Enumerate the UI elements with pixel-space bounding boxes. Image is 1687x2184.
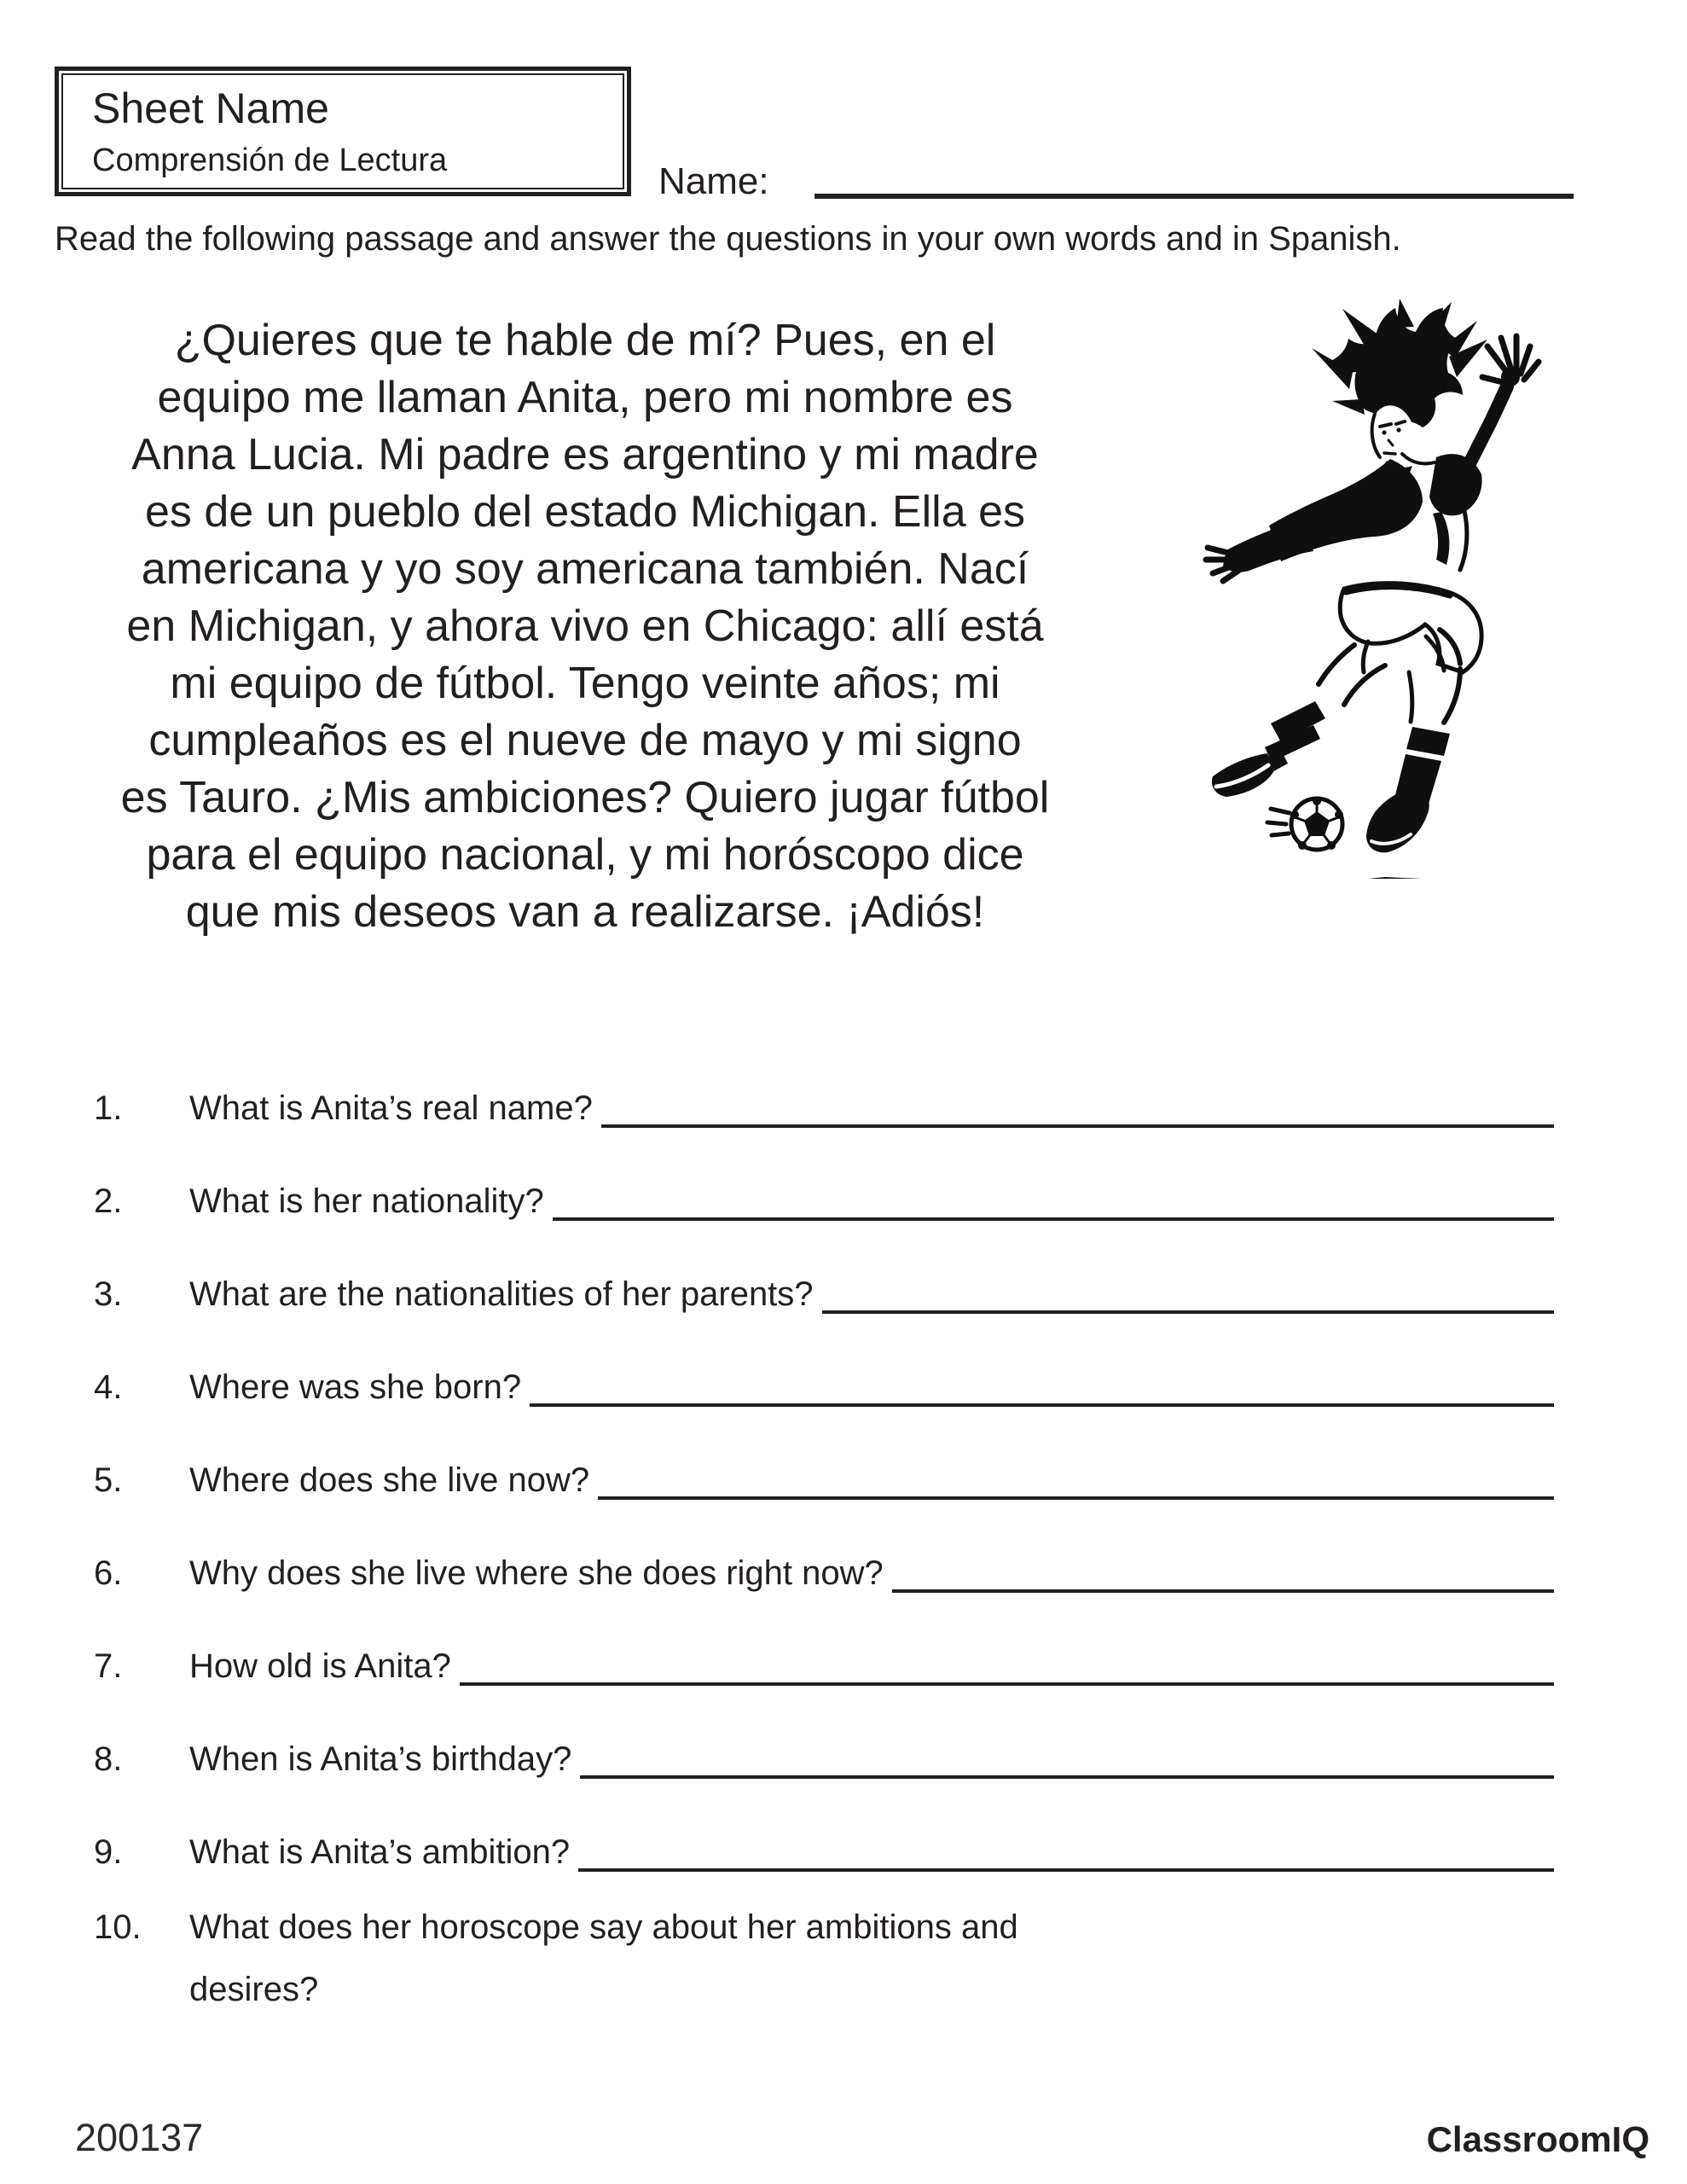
question-row bbox=[94, 1461, 1554, 1500]
question-number: 3. bbox=[94, 1275, 123, 1313]
passage-line: para el equipo nacional, y mi horóscopo dice bbox=[146, 830, 1024, 880]
sheet-subtitle: Comprensión de Lectura bbox=[92, 142, 448, 178]
answer-line[interactable] bbox=[580, 1740, 1554, 1779]
question-number: 6. bbox=[94, 1554, 123, 1592]
player-side-shading bbox=[1433, 512, 1449, 565]
question-number: 4. bbox=[94, 1368, 123, 1406]
soccer-player-icon bbox=[1186, 299, 1663, 879]
passage-line: que mis deseos van a realizarse. ¡Adiós! bbox=[185, 887, 985, 937]
sheet-title-box-inner bbox=[61, 73, 624, 189]
question-row bbox=[94, 1275, 1554, 1314]
answer-line[interactable] bbox=[598, 1461, 1554, 1500]
question-row bbox=[94, 1089, 1554, 1128]
question-number: 1. bbox=[94, 1089, 123, 1127]
passage-line: es Tauro. ¿Mis ambiciones? Quiero jugar fútbol bbox=[120, 773, 1050, 822]
sheet-name: Sheet Name bbox=[92, 84, 329, 132]
passage-line: americana y yo soy americana también. Nací bbox=[141, 544, 1029, 594]
question-row bbox=[94, 1647, 1554, 1686]
player-shorts bbox=[1340, 584, 1481, 672]
question-row bbox=[94, 1740, 1554, 1779]
passage-line: Anna Lucia. Mi padre es argentino y mi madre bbox=[131, 430, 1039, 479]
question-text: What is her nationality? bbox=[189, 1182, 544, 1220]
player-rear-arm bbox=[1206, 526, 1313, 581]
question-number: 5. bbox=[94, 1461, 123, 1499]
soccer-ball-icon bbox=[1267, 797, 1343, 850]
question-row-continued bbox=[189, 1970, 1554, 2009]
player-kicking-leg bbox=[1366, 669, 1460, 852]
worksheet-code: 200137 bbox=[75, 2116, 204, 2159]
answer-line[interactable] bbox=[822, 1275, 1554, 1314]
brand-logo: ClassroomIQ bbox=[1426, 2119, 1649, 2159]
question-text: When is Anita’s birthday? bbox=[189, 1740, 572, 1778]
question-text: Where was she born? bbox=[189, 1368, 522, 1406]
answer-line[interactable] bbox=[601, 1089, 1554, 1128]
answer-line[interactable] bbox=[578, 1833, 1554, 1872]
question-text: What does her horoscope say about her ambitions and bbox=[189, 1908, 1018, 1946]
question-number: 8. bbox=[94, 1740, 123, 1778]
player-rear-cleat bbox=[1212, 753, 1274, 797]
passage-line: en Michigan, y ahora vivo en Chicago: allí está bbox=[126, 601, 1044, 651]
soccer-player-illustration bbox=[1186, 299, 1663, 879]
answer-line[interactable] bbox=[530, 1368, 1554, 1407]
answer-line[interactable] bbox=[553, 1182, 1554, 1221]
reading-passage bbox=[53, 312, 1117, 941]
passage-line: es de un pueblo del estado Michigan. Ella es bbox=[144, 487, 1026, 537]
question-text: Where does she live now? bbox=[189, 1461, 590, 1499]
instruction-text: Read the following passage and answer the questions in your own words and in Spanish. bbox=[55, 220, 1401, 258]
passage-line: mi equipo de fútbol. Tengo veinte años; mi bbox=[170, 659, 1000, 708]
sheet-title-box bbox=[55, 67, 631, 196]
passage-line: ¿Quieres que te hable de mí? Pues, en el bbox=[174, 316, 996, 365]
question-text: How old is Anita? bbox=[189, 1647, 451, 1685]
question-row bbox=[94, 1554, 1554, 1593]
question-row bbox=[94, 1833, 1554, 1872]
question-text: Why does she live where she does right now? bbox=[189, 1554, 884, 1592]
name-label: Name: bbox=[658, 160, 769, 202]
question-text-continued: desires? bbox=[189, 1971, 319, 2008]
question-number: 10. bbox=[94, 1908, 142, 1946]
question-number: 9. bbox=[94, 1833, 123, 1871]
question-number: 2. bbox=[94, 1182, 123, 1220]
question-text: What is Anita’s real name? bbox=[189, 1089, 593, 1127]
question-number: 7. bbox=[94, 1647, 123, 1685]
answer-line[interactable] bbox=[892, 1554, 1554, 1593]
answer-line[interactable] bbox=[460, 1647, 1554, 1686]
question-row bbox=[94, 1182, 1554, 1221]
name-answer-line[interactable] bbox=[815, 194, 1574, 199]
question-text: What are the nationalities of her parents? bbox=[189, 1275, 814, 1313]
passage-line: cumpleaños es el nueve de mayo y mi signo bbox=[148, 716, 1022, 765]
question-row bbox=[94, 1368, 1554, 1407]
player-rear-leg bbox=[1212, 645, 1385, 797]
passage-line: equipo me llaman Anita, pero mi nombre es bbox=[157, 373, 1013, 422]
question-text: What is Anita’s ambition? bbox=[189, 1833, 571, 1871]
ground-shadow bbox=[1201, 877, 1494, 879]
question-row bbox=[94, 1908, 1554, 1947]
